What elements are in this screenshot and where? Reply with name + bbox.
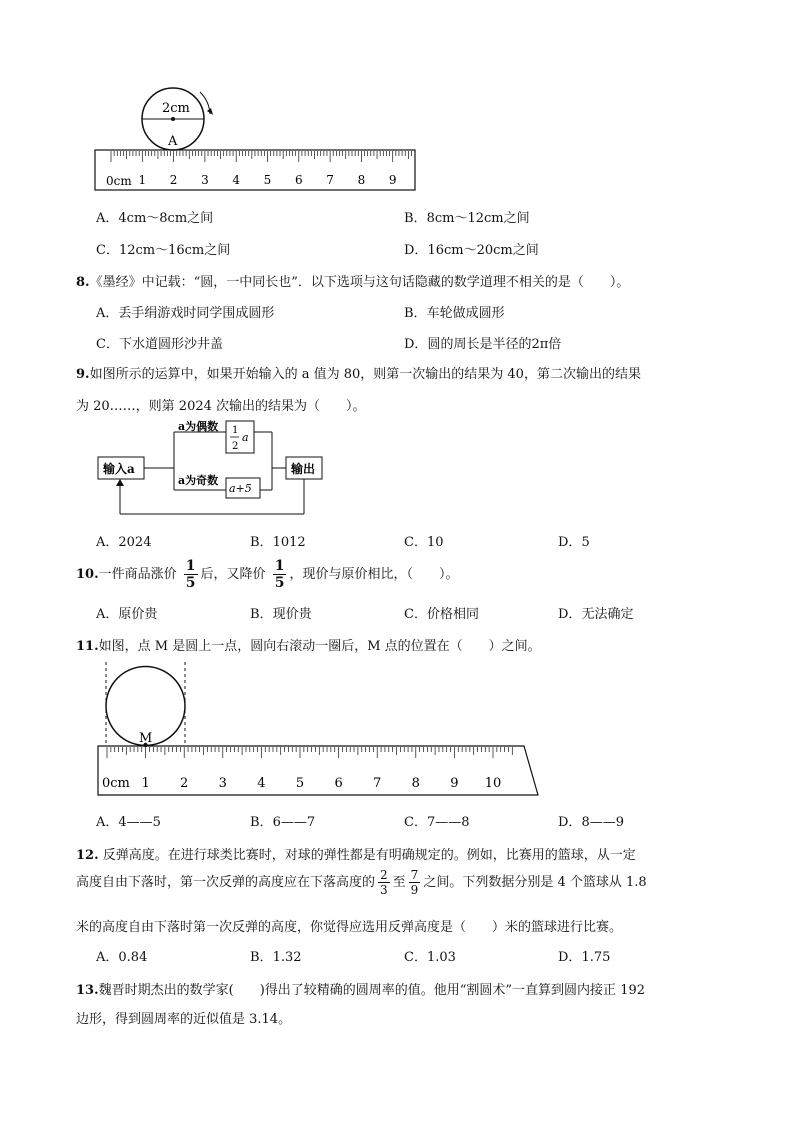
option-text: 丢手绢游戏时同学围成圆形 — [118, 306, 275, 321]
option-key: A． — [96, 306, 119, 321]
q10-option-a[interactable] — [96, 603, 157, 622]
option-key: D． — [558, 815, 582, 830]
q9-stem-line2: 为 20……，则第 2024 次输出的结果为（ ）。 — [76, 399, 366, 414]
ruler-zero-label: 0cm — [102, 776, 130, 791]
option-text: 1.32 — [272, 950, 302, 965]
q11-stem — [76, 635, 541, 654]
question-number: 8. — [76, 275, 90, 290]
q7-option-b[interactable] — [404, 207, 530, 226]
circle-diameter-label: 2cm — [162, 101, 190, 116]
fraction-denominator: 9 — [410, 883, 419, 897]
point-m-label: M — [139, 731, 153, 746]
question-text-b: 至 — [392, 875, 406, 890]
q11-option-a[interactable] — [96, 811, 161, 830]
q9-stem-line1 — [76, 363, 641, 382]
fraction-one-fifth — [184, 559, 198, 590]
ruler-number: 4 — [232, 173, 241, 187]
option-text: 1.75 — [581, 950, 611, 965]
option-key: C． — [404, 950, 427, 965]
input-box-label: 输入a — [103, 462, 135, 476]
option-key: D． — [404, 337, 428, 352]
option-key: C． — [96, 337, 119, 352]
option-key: C． — [404, 815, 427, 830]
point-a-label: A — [168, 134, 178, 149]
fraction-seven-ninths — [409, 869, 421, 896]
question-number: 13. — [76, 983, 99, 998]
question-text: 《墨经》中记载：“圆，一中同长也”．以下选项与这句话隐藏的数学道理不相关的是（ ）。 — [89, 275, 630, 290]
q13-stem-line2: 边形，得到圆周率的近似值是 3.14。 — [76, 1012, 292, 1027]
ruler-number: 10 — [484, 776, 502, 791]
circle-ruler-figure-2 — [92, 660, 544, 802]
q10-option-b[interactable] — [250, 603, 312, 622]
q11-option-c[interactable] — [404, 811, 470, 830]
question-text: 魏晋时期杰出的数学家( )得出了较精确的圆周率的值。他用“割圆术”一直算到圆内接正 192 — [98, 983, 646, 998]
q7-option-c[interactable] — [96, 239, 230, 258]
q9-option-d[interactable] — [558, 531, 590, 550]
q7-option-d[interactable] — [404, 239, 539, 258]
ruler-number: 4 — [257, 776, 266, 791]
question-number: 10. — [76, 567, 99, 582]
q8-option-c[interactable] — [96, 333, 223, 352]
ruler-number: 2 — [180, 776, 189, 791]
option-text: 5 — [581, 535, 590, 550]
option-text: 1012 — [272, 535, 306, 550]
ruler-number: 5 — [263, 173, 272, 187]
question-text-a: 高度自由下落时，第一次反弹的高度应在下落高度的 — [76, 875, 376, 890]
option-text: 圆的周长是半径的2π倍 — [427, 337, 562, 352]
ruler-number: 5 — [295, 776, 305, 791]
question-text: 如图所示的运算中，如果开始输入的 a 值为 80，则第一次输出的结果为 40，第二次输出的结果 — [89, 367, 641, 382]
question-text-c: 之间。下列数据分别是 4 个篮球从 1.8 — [423, 875, 647, 890]
fraction-denominator: 5 — [274, 575, 285, 591]
option-key: A． — [96, 950, 119, 965]
q12-stem-line2 — [76, 866, 647, 900]
q10-option-c[interactable] — [404, 603, 479, 622]
fraction-one-fifth-2 — [273, 559, 287, 590]
ruler-number: 7 — [373, 776, 382, 791]
q9-option-c[interactable] — [404, 531, 444, 550]
ruler-number: 9 — [388, 173, 397, 187]
ruler-number: 9 — [450, 776, 459, 791]
option-text: 价格相同 — [426, 607, 479, 622]
option-key: A． — [96, 535, 119, 550]
option-key: D． — [558, 950, 582, 965]
option-key: A． — [96, 211, 119, 226]
q11-option-b[interactable] — [250, 811, 315, 830]
option-text: 1.03 — [426, 950, 456, 965]
option-key: B． — [404, 306, 427, 321]
q9-option-a[interactable] — [96, 531, 151, 550]
ruler-number: 8 — [357, 173, 366, 187]
q12-stem-line1 — [76, 844, 636, 863]
q8-option-d[interactable] — [404, 333, 561, 352]
q8-option-b[interactable] — [404, 302, 505, 321]
question-text-c: ，现价与原价相比，（ ）。 — [289, 567, 459, 582]
option-text: 6——7 — [272, 815, 316, 830]
question-number: 9. — [76, 367, 90, 382]
q8-stem — [76, 271, 629, 290]
question-number: 12. — [76, 848, 99, 863]
fraction-numerator: 1 — [274, 558, 285, 574]
option-key: D． — [558, 607, 582, 622]
q12-option-c[interactable] — [404, 946, 456, 965]
option-text: 16cm～20cm之间 — [427, 243, 539, 258]
option-text: 车轮做成圆形 — [426, 306, 505, 321]
option-key: A． — [96, 815, 119, 830]
question-text-b: 后，又降价 — [200, 567, 266, 582]
option-text: 现价贵 — [272, 607, 312, 622]
option-key: B． — [404, 211, 427, 226]
odd-condition-label: a为奇数 — [178, 474, 219, 487]
ruler-number: 1 — [141, 776, 150, 791]
fraction-denominator: 5 — [185, 575, 196, 591]
odd-op-text: a+5 — [229, 482, 252, 495]
even-op-denominator: 2 — [232, 441, 239, 452]
q12-stem-line3: 米的高度自由下落时第一次反弹的高度，你觉得应选用反弹高度是（ ）米的篮球进行比赛。 — [76, 920, 623, 935]
q10-stem — [76, 558, 458, 592]
option-key: C． — [404, 607, 427, 622]
option-key: C． — [96, 243, 119, 258]
question-text: 如图，点 M 是圆上一点，圆向右滚动一圈后，M 点的位置在（ ）之间。 — [98, 639, 541, 654]
even-op-variable: a — [242, 431, 249, 444]
ruler-number: 3 — [218, 776, 227, 791]
option-key: D． — [404, 243, 428, 258]
ruler-number: 3 — [201, 173, 209, 187]
option-text: 下水道圆形沙井盖 — [118, 337, 223, 352]
option-text: 2024 — [118, 535, 152, 550]
ruler-number: 8 — [411, 776, 420, 791]
option-text: 7——8 — [426, 815, 470, 830]
q12-option-d[interactable] — [558, 946, 610, 965]
q12-option-a[interactable] — [96, 946, 147, 965]
question-number: 11. — [76, 639, 99, 654]
ruler-number: 7 — [326, 173, 334, 187]
q9-flow-diagram — [96, 420, 336, 520]
option-key: B． — [250, 815, 273, 830]
option-text: 4cm～8cm之间 — [118, 211, 214, 226]
option-key: D． — [558, 535, 582, 550]
option-text: 无法确定 — [581, 607, 634, 622]
ruler-number: 6 — [294, 173, 303, 187]
option-text: 4——5 — [118, 815, 161, 830]
even-condition-label: a为偶数 — [178, 420, 219, 433]
fraction-numerator: 1 — [185, 558, 196, 574]
even-op-numerator: 1 — [232, 425, 239, 436]
option-key: B． — [250, 607, 273, 622]
fraction-denominator: 3 — [380, 883, 388, 897]
option-text: 8——9 — [581, 815, 624, 830]
ruler-number: 1 — [138, 173, 147, 187]
option-text: 12cm～16cm之间 — [118, 243, 231, 258]
q9-option-b[interactable] — [250, 531, 306, 550]
option-key: C． — [404, 535, 427, 550]
option-text: 0.84 — [118, 950, 148, 965]
ruler-zero-label: 0cm — [106, 174, 132, 188]
fraction-two-thirds — [378, 869, 390, 896]
option-key: B． — [250, 535, 273, 550]
fraction-numerator: 7 — [410, 868, 419, 882]
q11-option-d[interactable] — [558, 811, 624, 830]
option-text: 原价贵 — [118, 607, 158, 622]
output-box-label: 输出 — [291, 462, 316, 476]
ruler-number: 2 — [169, 173, 178, 187]
option-text: 10 — [426, 535, 444, 550]
q12-option-b[interactable] — [250, 946, 302, 965]
option-text: 8cm～12cm之间 — [426, 211, 530, 226]
fraction-numerator: 2 — [380, 868, 388, 882]
q8-option-a[interactable] — [96, 302, 274, 321]
q7-option-a[interactable] — [96, 207, 213, 226]
q13-stem-line1 — [76, 979, 645, 998]
circle-ruler-figure-1 — [90, 84, 420, 194]
option-key: B． — [250, 950, 273, 965]
question-text-a: 一件商品涨价 — [98, 567, 177, 582]
q10-option-d[interactable] — [558, 603, 633, 622]
ruler-number: 6 — [334, 776, 343, 791]
question-text: 反弹高度。在进行球类比赛时，对球的弹性都是有明确规定的。例如，比赛用的篮球，从一定 — [102, 848, 636, 863]
option-key: A． — [96, 607, 119, 622]
